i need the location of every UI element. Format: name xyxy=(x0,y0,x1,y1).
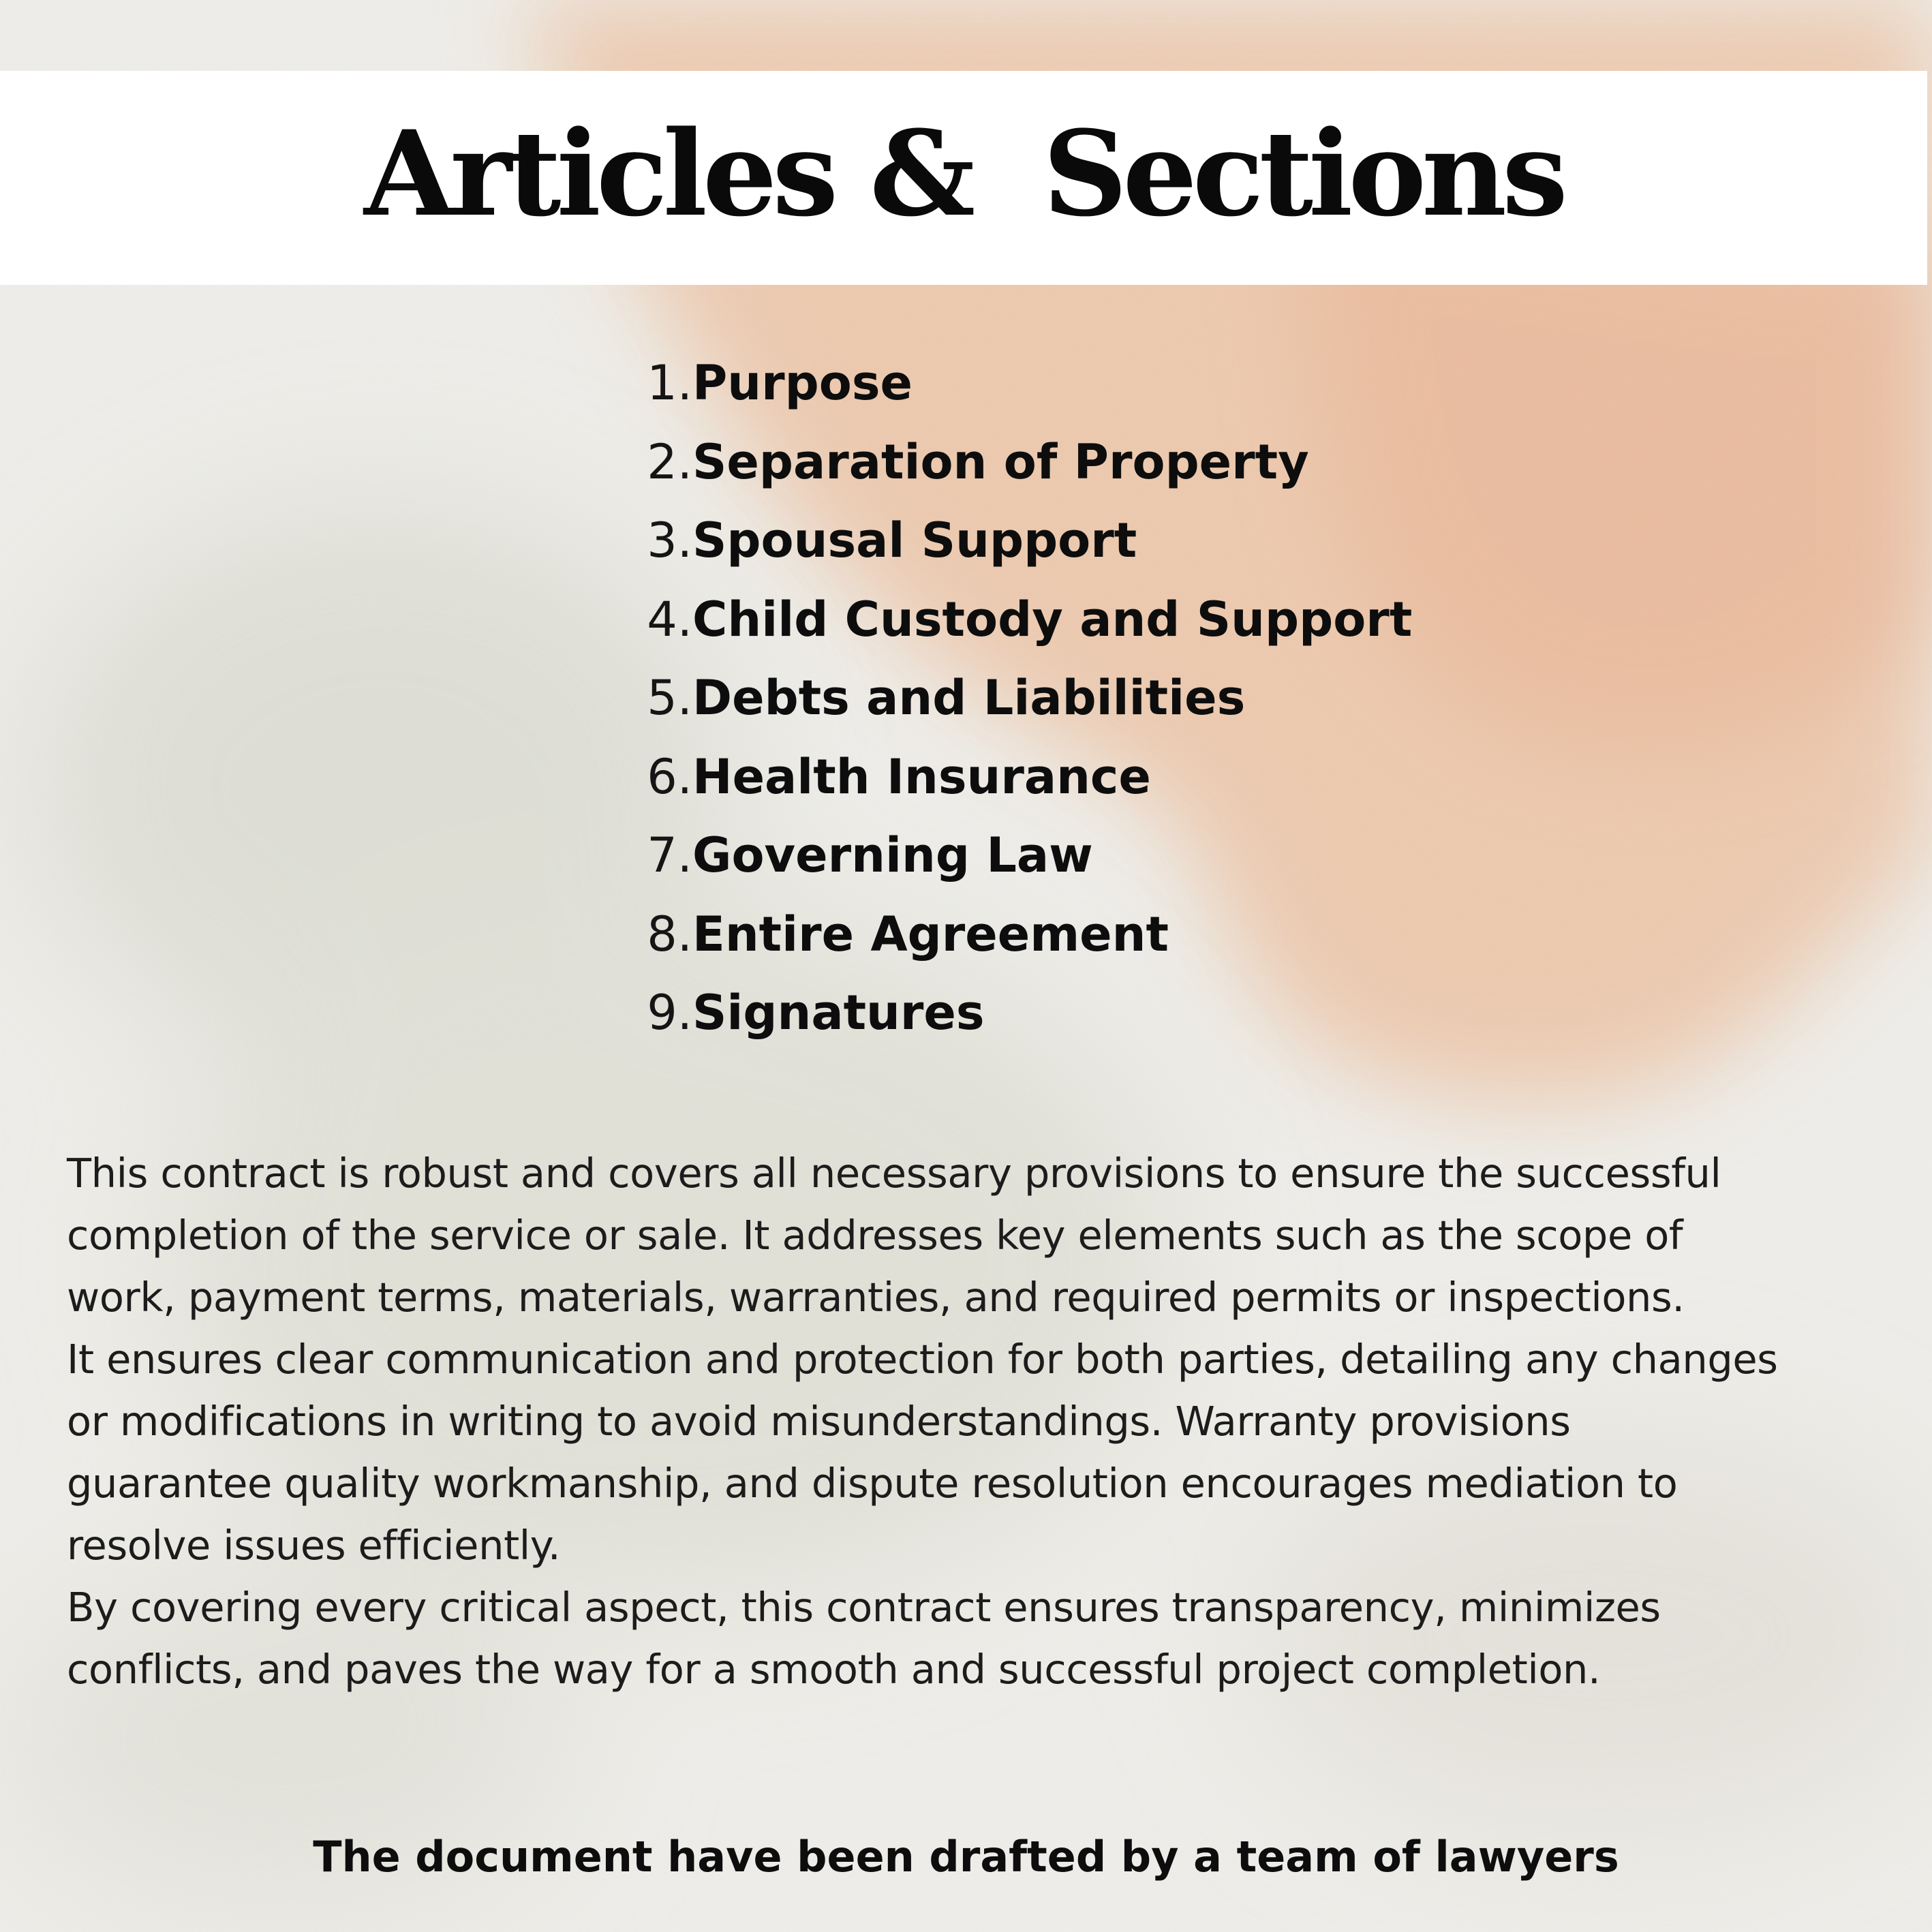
description-line: It ensures clear communication and protection for both parties, detailing any changes xyxy=(67,1328,1924,1390)
article-number: 4. xyxy=(641,581,692,660)
description-line: guarantee quality workmanship, and dispute resolution encourages mediation to xyxy=(67,1452,1924,1514)
description-line: conflicts, and paves the way for a smooth and successful project completion. xyxy=(67,1638,1924,1700)
article-label: Health Insurance xyxy=(692,738,1151,817)
article-label: Purpose xyxy=(692,344,913,423)
article-label: Separation of Property xyxy=(692,423,1309,502)
description-line: or modifications in writing to avoid misunderstandings. Warranty provisions xyxy=(67,1390,1924,1452)
article-label: Spousal Support xyxy=(692,502,1137,581)
article-label: Signatures xyxy=(692,974,985,1053)
article-number: 2. xyxy=(641,423,692,502)
footer-note: The document have been drafted by a team of lawyers xyxy=(0,1830,1932,1884)
article-number: 8. xyxy=(641,895,692,975)
description-line: By covering every critical aspect, this contract ensures transparency, minimizes xyxy=(67,1576,1924,1638)
article-number: 1. xyxy=(641,344,692,423)
article-number: 9. xyxy=(641,974,692,1053)
article-number: 7. xyxy=(641,816,692,895)
description-line: work, payment terms, materials, warranties, and required permits or inspections. xyxy=(67,1266,1924,1328)
article-number: 3. xyxy=(641,502,692,581)
article-label: Entire Agreement xyxy=(692,895,1169,975)
description-line: resolve issues efficiently. xyxy=(67,1514,1924,1576)
description-line: This contract is robust and covers all necessary provisions to ensure the successful xyxy=(67,1142,1924,1204)
page-title: Articles & Sections xyxy=(364,115,1563,232)
article-number: 5. xyxy=(641,659,692,738)
description-line: completion of the service or sale. It addresses key elements such as the scope of xyxy=(67,1204,1924,1266)
article-label: Child Custody and Support xyxy=(692,581,1412,660)
article-label: Debts and Liabilities xyxy=(692,659,1245,738)
article-label: Governing Law xyxy=(692,816,1093,895)
article-number: 6. xyxy=(641,738,692,817)
